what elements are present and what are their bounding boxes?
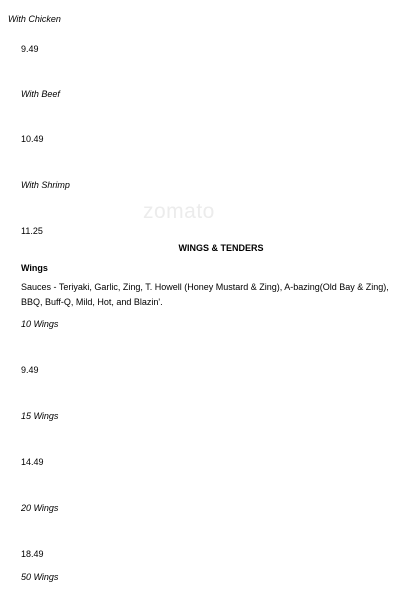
item-name-50-wings: 50 Wings (21, 572, 59, 582)
item-price-20-wings: 18.49 (21, 549, 44, 559)
item-name-with-shrimp: With Shrimp (21, 180, 70, 190)
item-name-20-wings: 20 Wings (21, 503, 59, 513)
item-price-with-beef: 10.49 (21, 134, 44, 144)
item-price-15-wings: 14.49 (21, 457, 44, 467)
item-name-10-wings: 10 Wings (21, 319, 59, 329)
sub-heading-wings: Wings (21, 263, 48, 273)
item-name-with-chicken: With Chicken (8, 14, 61, 24)
item-price-10-wings: 9.49 (21, 365, 39, 375)
item-name-15-wings: 15 Wings (21, 411, 59, 421)
item-name-with-beef: With Beef (21, 89, 60, 99)
sauces-description: Sauces - Teriyaki, Garlic, Zing, T. Howell (Honey Mustard & Zing), A-bazing(Old Bay & Zing), BBQ, Buff-Q, Mild, Hot, and Blazin'. (21, 282, 389, 307)
section-heading-wings-tenders: WINGS & TENDERS (178, 243, 264, 253)
item-price-with-chicken: 9.49 (21, 44, 39, 54)
item-price-with-shrimp: 11.25 (21, 226, 43, 236)
zomato-watermark: zomato (143, 200, 215, 223)
